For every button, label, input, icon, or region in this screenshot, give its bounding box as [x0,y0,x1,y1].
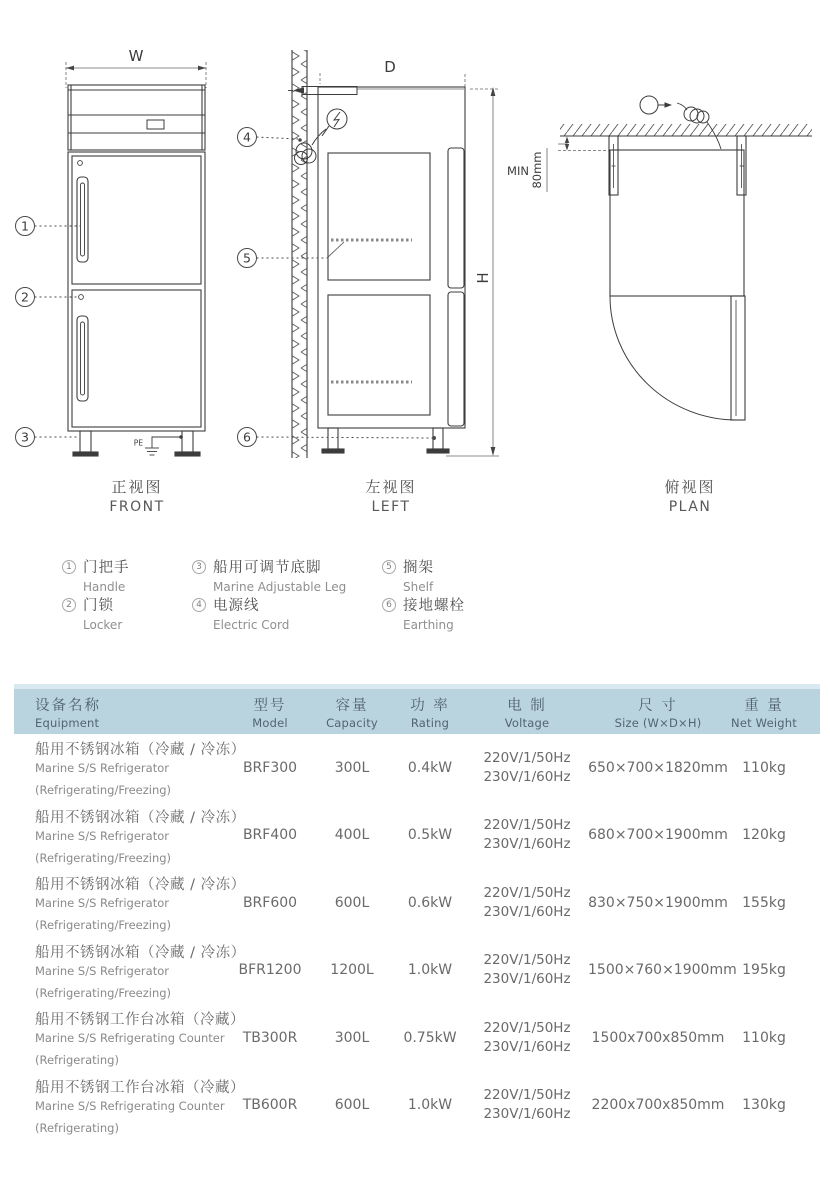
col-header-weight [728,694,820,730]
door-section-lower [448,292,464,426]
cell-rating: 0.5kW [407,827,453,844]
svg-text:4: 4 [243,129,251,145]
svg-text:2: 2 [21,289,29,305]
earthing-bolt [432,436,436,440]
cell-equipment [14,1008,245,1068]
voltage-line-1: 220V/1/50Hz [483,952,571,969]
plan-view [507,96,812,420]
col-model-cn: 型号 [253,697,287,714]
voltage-line-1: 220V/1/50Hz [483,749,571,766]
col-capacity-en: Capacity [326,715,378,730]
gap-label: 80mm [530,151,544,189]
equipment-note: (Refrigerating/Freezing) [35,985,172,1000]
equipment-note: (Refrigerating/Freezing) [35,783,172,798]
cell-capacity: 600L [334,1097,370,1114]
cell-equipment [14,873,246,933]
door-lock-lower [79,295,84,300]
hinge-brackets [609,136,746,195]
legend-cn-locker: 门锁 [83,598,114,614]
voltage-line-1: 220V/1/50Hz [483,817,571,834]
cell-weight: 195kg [742,962,786,979]
voltage-line-1: 220V/1/50Hz [483,1019,571,1036]
equipment-note: (Refrigerating/Freezing) [35,918,172,933]
legend-item-shelf [382,556,434,594]
wall-bracket [302,87,357,95]
cell-weight: 110kg [742,1029,786,1046]
depth-label: D [384,58,396,76]
equipment-name-en: Marine S/S Refrigerator [35,761,169,776]
voltage-line-2: 230V/1/60Hz [483,971,571,988]
equipment-name-en: Marine S/S Refrigerator [35,828,169,843]
table-row [14,869,820,937]
width-label: W [128,47,144,65]
col-size-en: Size (W×D×H) [614,715,702,730]
col-header-capacity [310,694,394,730]
table-row [14,1004,820,1072]
col-voltage-cn: 电 制 [507,697,547,714]
cell-model: BRF600 [242,894,298,911]
equipment-name-cn: 船用不锈钢工作台冰箱（冷藏） [35,1012,245,1029]
equipment-name-cn: 船用不锈钢冰箱（冷藏 / 冷冻） [35,809,246,826]
cell-size: 2200x700x850mm [591,1097,725,1114]
svg-text:5: 5 [243,250,251,266]
door-lock-upper [78,161,83,166]
cell-rating: 0.75kW [403,1029,457,1046]
front-view [66,47,206,456]
cell-model: BRF300 [242,759,298,776]
legend-item-cord [192,594,289,632]
cell-weight: 130kg [742,1097,786,1114]
col-header-voltage [466,694,588,730]
legend-number-4: 4 [192,598,206,612]
equipment-name-cn: 船用不锈钢冰箱（冷藏 / 冷冻） [35,742,246,759]
col-rating-en: Rating [410,715,450,730]
equipment-name-cn: 船用不锈钢冰箱（冷藏 / 冷冻） [35,877,246,894]
left-view-title [331,476,451,515]
table-row [14,937,820,1005]
cell-capacity: 300L [334,759,370,776]
cell-voltage [466,1019,588,1057]
plug-icon [640,96,687,114]
front-callouts [16,217,81,447]
voltage-line-2: 230V/1/60Hz [483,903,571,920]
legend-number-3: 3 [192,560,206,574]
cell-voltage [466,749,588,787]
plan-wall [560,124,812,136]
front-title-en: FRONT [109,499,165,515]
legend-cn-earthing: 接地螺栓 [403,598,465,614]
voltage-line-1: 220V/1/50Hz [483,884,571,901]
legend-en-handle: Handle [83,580,126,594]
cell-equipment [14,1076,245,1135]
voltage-line-2: 230V/1/60Hz [483,1106,571,1123]
table-body [14,734,820,1139]
plan-view-title [630,476,750,515]
bulkhead-wall [292,50,307,458]
legend-en-earthing: Earthing [403,618,454,632]
cell-size: 1500x700x850mm [591,1029,725,1046]
height-label: H [474,272,492,284]
equipment-note: (Refrigerating/Freezing) [35,850,172,865]
spec-table [14,684,820,1139]
left-view [288,50,499,458]
table-header-row [14,689,820,734]
door-swing [610,296,745,420]
equipment-name-en: Marine S/S Refrigerating Counter [35,1031,225,1046]
cell-capacity: 600L [334,894,370,911]
cell-size: 1500×760×1900mm [588,962,737,979]
min-clearance-dimension [547,138,609,192]
cell-equipment [14,806,246,865]
legend-cn-leg: 船用可调节底脚 [213,560,322,576]
cell-weight: 110kg [742,759,786,776]
legend-en-locker: Locker [83,618,123,632]
legend-en-cord: Electric Cord [213,618,290,632]
legend-item-leg [192,556,346,594]
table-row [14,1072,820,1140]
voltage-line-2: 230V/1/60Hz [483,768,571,785]
width-dimension [66,62,206,88]
cell-voltage [466,884,588,922]
col-capacity-cn: 容量 [335,697,369,714]
equipment-name-cn: 船用不锈钢工作台冰箱（冷藏） [35,1079,245,1096]
legend-number-2: 2 [62,598,76,612]
col-header-rating [394,694,466,730]
voltage-line-1: 220V/1/50Hz [483,1087,571,1104]
cell-rating: 0.4kW [407,759,453,776]
cell-model: TB600R [242,1097,298,1114]
cell-capacity: 1200L [330,962,374,979]
table-row [14,734,820,802]
control-panel [147,120,164,129]
door-handle-lower [77,316,88,401]
cell-equipment [14,738,246,798]
door-handle-upper [77,177,88,262]
cell-size: 680×700×1900mm [588,827,728,844]
side-legs [322,428,449,453]
legend-item-locker [62,594,122,632]
col-voltage-en: Voltage [504,715,550,730]
min-label: MIN [507,164,529,178]
equipment-name-cn: 船用不锈钢冰箱（冷藏 / 冷冻） [35,944,246,961]
legend-item-handle [62,556,130,594]
cell-model: TB300R [242,1029,298,1046]
pe-label: PE [133,438,143,448]
cell-weight: 155kg [742,894,786,911]
plan-title-en: PLAN [668,499,712,515]
cell-size: 650×700×1820mm [588,759,728,776]
technical-drawings [0,0,830,540]
cell-weight: 120kg [742,827,786,844]
legend-number-1: 1 [62,560,76,574]
legend-item-earthing [382,594,465,632]
col-header-size [588,694,728,730]
cell-voltage [466,1086,588,1124]
cell-size: 830×750×1900mm [588,894,728,911]
equipment-name-en: Marine S/S Refrigerator [35,963,169,978]
cell-capacity: 300L [334,1029,370,1046]
col-weight-cn: 重 量 [744,697,784,714]
col-weight-en: Net Weight [731,715,797,730]
col-equipment-en: Equipment [35,715,100,730]
front-view-title [77,476,197,515]
svg-text:6: 6 [243,429,251,445]
equipment-name-en: Marine S/S Refrigerator [35,896,169,911]
cell-voltage [466,816,588,854]
depth-dimension [320,73,499,106]
col-equipment-cn: 设备名称 [35,697,101,714]
cell-equipment [14,941,246,1000]
door-section-upper [448,148,464,288]
left-title-en: LEFT [371,499,411,515]
svg-text:1: 1 [21,218,29,234]
legend-cn-cord: 电源线 [213,598,260,614]
cell-voltage [466,951,588,989]
col-header-equipment [14,694,230,730]
lightning-icon [322,109,347,136]
equipment-name-en: Marine S/S Refrigerating Counter [35,1098,225,1113]
voltage-line-2: 230V/1/60Hz [483,836,571,853]
cell-rating: 1.0kW [407,962,453,979]
equipment-note: (Refrigerating) [35,1120,119,1135]
svg-text:3: 3 [21,429,29,445]
left-title-cn: 左视图 [365,478,417,496]
left-callouts [238,128,437,447]
plan-title-cn: 俯视图 [664,478,716,496]
col-model-en: Model [252,715,288,730]
col-size-cn: 尺 寸 [638,697,678,714]
cell-model: BFR1200 [238,962,302,979]
legend-en-leg: Marine Adjustable Leg [213,580,347,594]
legend-cn-shelf: 搁架 [403,560,434,576]
col-rating-cn: 功 率 [410,697,450,714]
legend-number-6: 6 [382,598,396,612]
col-header-model [230,694,310,730]
cell-rating: 0.6kW [407,894,453,911]
front-title-cn: 正视图 [111,478,163,496]
table-row [14,802,820,870]
legend-en-shelf: Shelf [403,580,434,594]
cell-capacity: 400L [334,827,370,844]
legend-cn-handle: 门把手 [83,560,130,576]
legend-number-5: 5 [382,560,396,574]
equipment-note: (Refrigerating) [35,1053,119,1068]
cell-model: BRF400 [242,827,298,844]
voltage-line-2: 230V/1/60Hz [483,1038,571,1055]
cell-rating: 1.0kW [407,1097,453,1114]
